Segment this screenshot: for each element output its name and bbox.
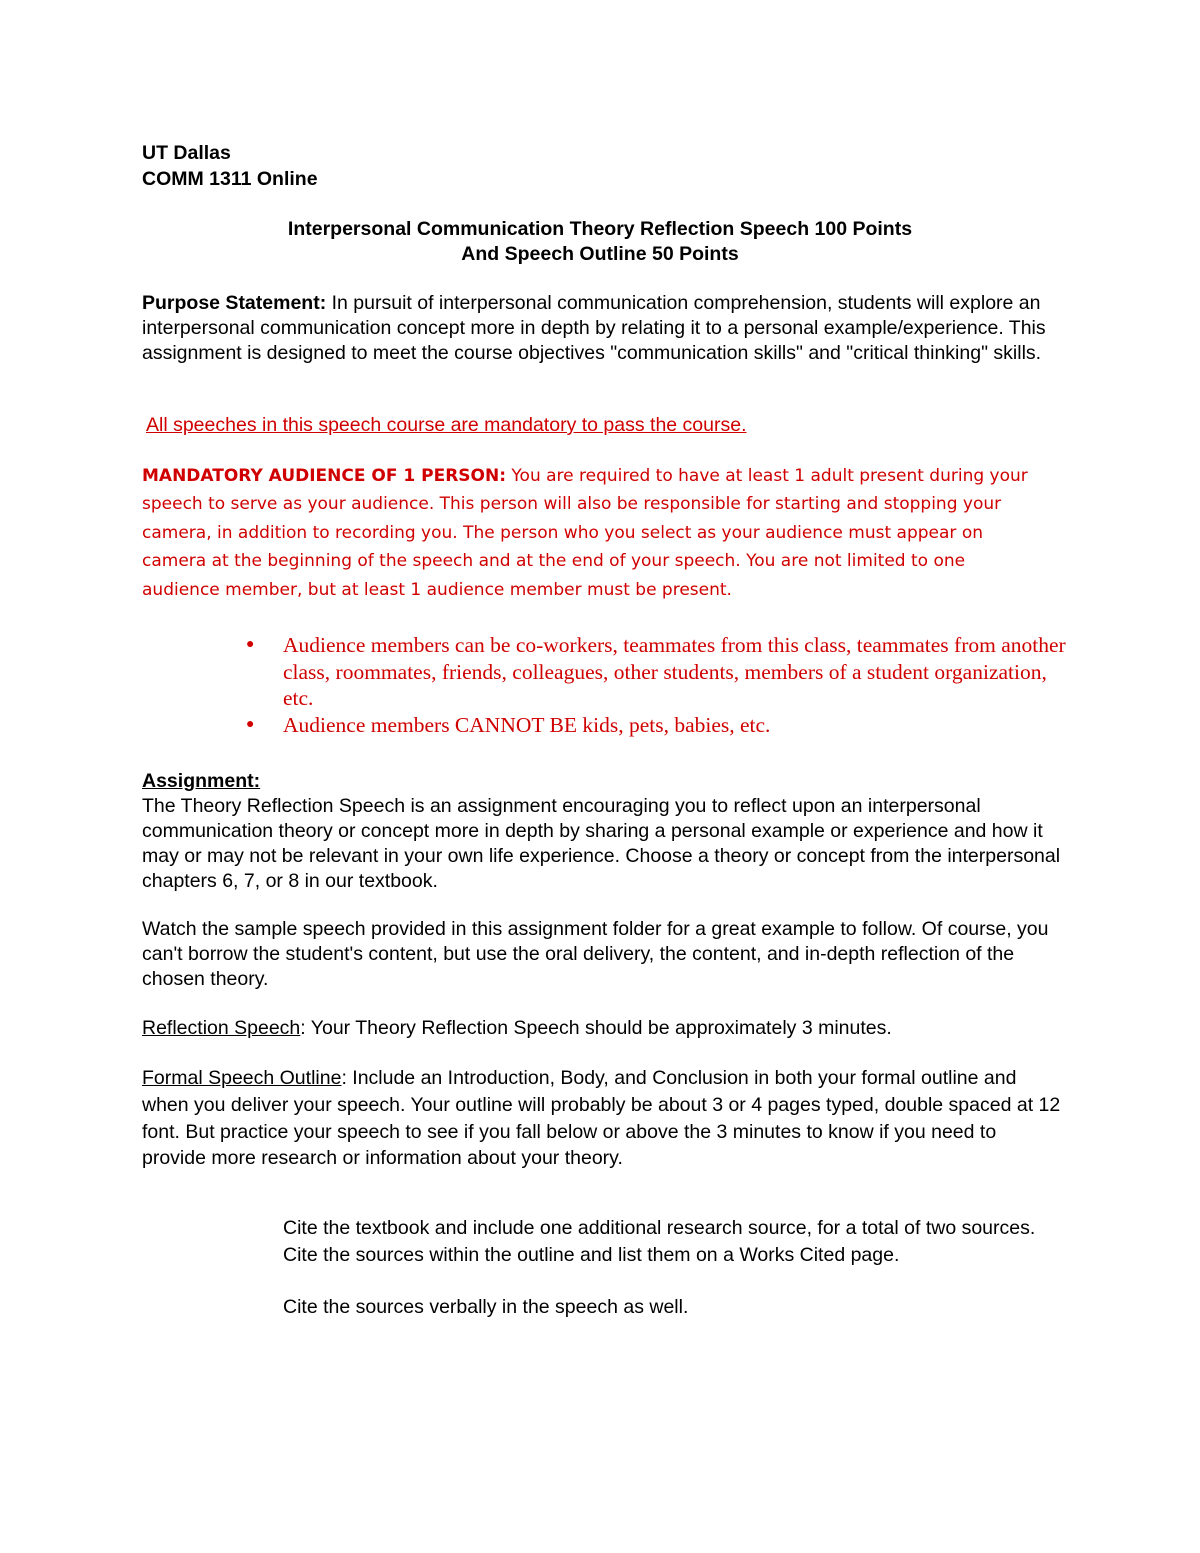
formal-outline-paragraph: [142, 1065, 1062, 1172]
purpose-label: Purpose Statement:: [142, 292, 327, 314]
audience-label: MANDATORY AUDIENCE OF 1 PERSON:: [142, 466, 507, 486]
list-item: [246, 712, 1066, 739]
audience-text: You are required to have at least 1 adult present during your speech to serve as your audience. This person will also be responsible for starting and stopping your camera, in addition to recording you. The person who you select as your audience must appear on camera at the beginning of the speech and at the end of your speech. You are not limited to one audience member, but at least 1 audience member must be present.: [142, 466, 1028, 600]
reflection-text: : Your Theory Reflection Speech should be approximately 3 minutes.: [300, 1017, 892, 1039]
audience-bullet-list: [246, 632, 1066, 738]
bullet-icon: ●: [246, 637, 255, 652]
school-name: UT Dallas: [142, 142, 231, 164]
bullet-icon: ●: [246, 716, 255, 732]
document-title: Interpersonal Communication Theory Reflection Speech 100 Points: [287, 218, 913, 240]
outline-label: Formal Speech Outline: [142, 1067, 342, 1089]
purpose-statement: [142, 291, 1062, 366]
sample-speech-paragraph: Watch the sample speech provided in this assignment folder for a great example to follow. Of course, you can't borrow the student's content, but use the oral delivery, the content, and in-depth reflection of the chosen theory.: [142, 918, 1049, 990]
list-item: [246, 632, 1066, 712]
assignment-paragraph: The Theory Reflection Speech is an assignment encouraging you to reflect upon an interpersonal communication theory or concept more in depth by sharing a personal example or experience and how it may or may not be relevant in your own life experience. Choose a theory or concept from the interpersonal chapters 6, 7, or 8 in our textbook.: [142, 795, 1061, 892]
verbal-citation-paragraph: Cite the sources verbally in the speech as well.: [283, 1296, 689, 1318]
outline-text: : Include an Introduction, Body, and Conclusion in both your formal outline and when you deliver your speech. Your outline will probably be about 3 or 4 pages typed, double spaced at 12 font. But practice your speech to see if you fall below or above the 3 minutes to know if you need to provide more research or information about your theory.: [142, 1067, 1061, 1170]
course-name: COMM 1311 Online: [142, 168, 318, 190]
mandatory-notice: All speeches in this speech course are mandatory to pass the course.: [146, 414, 747, 436]
document-subtitle: And Speech Outline 50 Points: [461, 243, 739, 265]
assignment-heading: Assignment:: [142, 770, 261, 792]
purpose-text: In pursuit of interpersonal communication comprehension, students will explore an interpersonal communication concept more in depth by relating it to a personal example/experience. This assignment is designed to meet the course objectives "communication skills" and "critical thinking" skills.: [142, 292, 1046, 364]
bullet-text: Audience members CANNOT BE kids, pets, babies, etc.: [283, 712, 771, 737]
citation-paragraph: Cite the textbook and include one additional research source, for a total of two sources. Cite the sources within the outline and list them on a Works Cited page.: [283, 1217, 1036, 1266]
reflection-speech-paragraph: [142, 1016, 1062, 1041]
bullet-text: Audience members can be co-workers, teammates from this class, teammates from another class, roommates, friends, colleagues, other students, members of a student organization, etc.: [283, 633, 1066, 710]
audience-requirement: [142, 462, 1042, 604]
reflection-label: Reflection Speech: [142, 1017, 301, 1039]
